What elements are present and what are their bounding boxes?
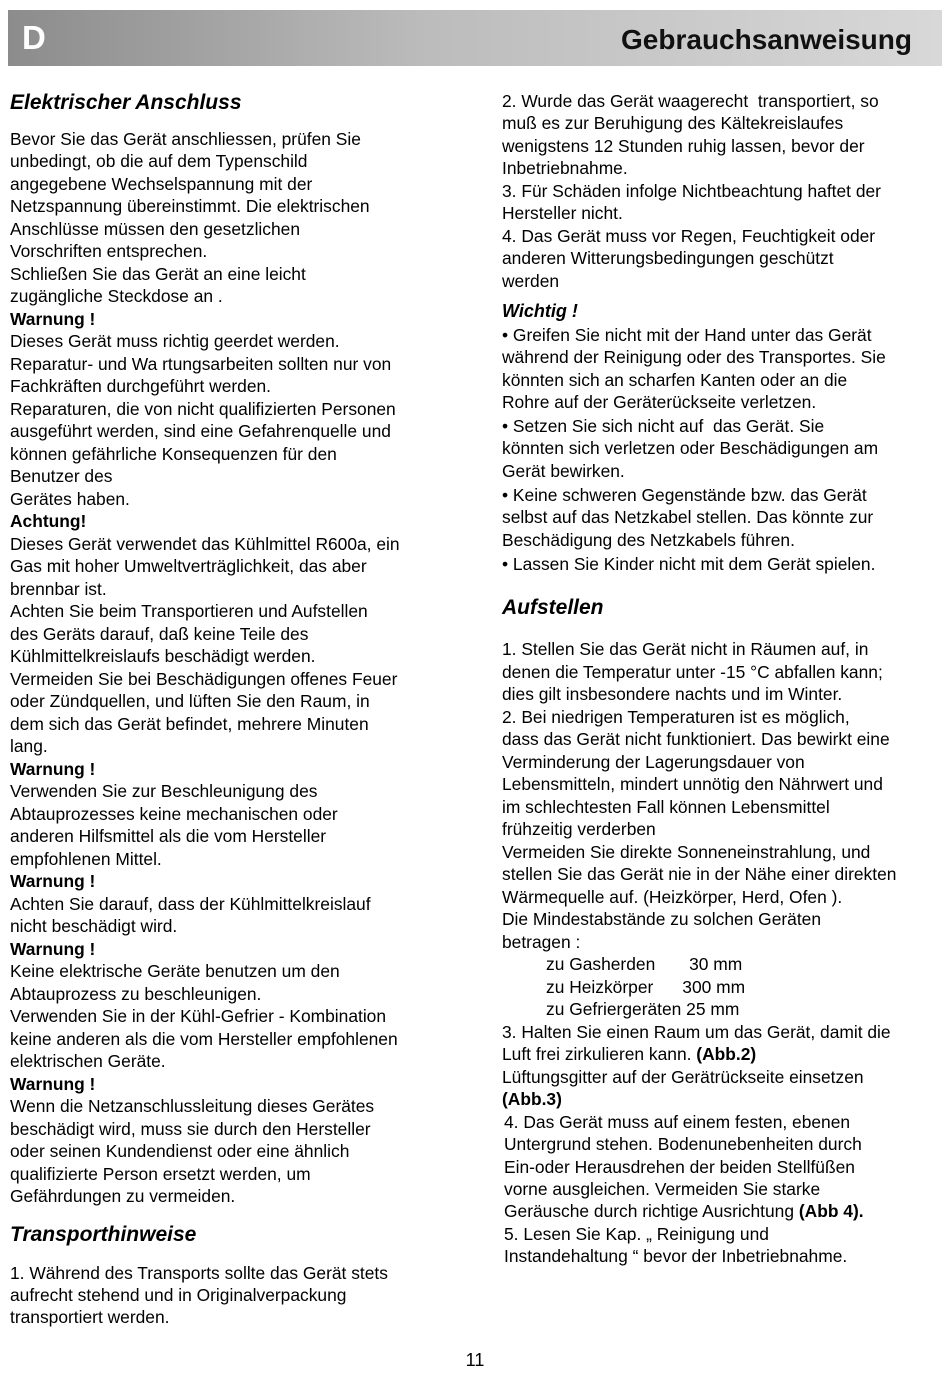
text-line: 5. Lesen Sie Kap. „ Reinigung und [504,1224,769,1244]
text-line: 4. Das Gerät muss vor Regen, Feuchtigkeit oder [502,226,876,246]
text-line: Instandehaltung “ bevor der Inbetriebnahme. [504,1246,848,1266]
text-line: oder seinen Kundendienst oder eine ähnlich [10,1141,350,1161]
text-line: beschädigt wird, muss sie durch den Hersteller [10,1119,371,1139]
section-heading-setup: Aufstellen [502,596,604,619]
section-heading-transport: Transporthinweise [10,1223,197,1246]
text-line: 2. Bei niedrigen Temperaturen ist es möglich, [502,707,850,727]
text-line: Hersteller nicht. [502,203,623,223]
text-line: 1. Stellen Sie das Gerät nicht in Räumen auf, in [502,639,869,659]
text-line: Keine elektrische Geräte benutzen um den [10,961,340,981]
text-line: Verminderung der Lagerungsdauer von [502,752,805,772]
text-line: elektrischen Geräte. [10,1051,166,1071]
text-line: transportiert werden. [10,1307,170,1327]
text-line: keine anderen als die vom Hersteller empfohlenen [10,1029,398,1049]
text-line: 4. Das Gerät muss auf einem festen, ebenen [504,1112,851,1132]
text-line: angegebene Wechselspannung mit der [10,174,313,194]
text-line: während der Reinigung oder des Transportes. Sie [502,347,886,367]
text-line: Vermeiden Sie bei Beschädigungen offenes Feuer [10,669,398,689]
text-line: empfohlenen Mittel. [10,849,162,869]
text-line: Reparatur- und Wa rtungsarbeiten sollten nur von [10,354,392,374]
distance-row: zu Heizkörper 300 mm [546,977,746,997]
text-line: Gerät bewirken. [502,461,625,481]
text-line: ausgeführt werden, sind eine Gefahrenquelle und [10,421,391,441]
text-line: werden [502,271,560,291]
text-line: Beschädigung des Netzkabels führen. [502,530,795,550]
bullet-line: • Lassen Sie Kinder nicht mit dem Gerät spielen. [502,554,876,574]
caution-label: Achtung! [10,511,87,531]
text-line: Kühlmittelkreislaufs beschädigt werden. [10,646,316,666]
text-line: qualifizierte Person ersetzt werden, um [10,1164,311,1184]
text-line: dem sich das Gerät befindet, mehrere Minuten [10,714,369,734]
text-line: Vorschriften entsprechen. [10,241,208,261]
figure-reference-abb4: (Abb 4). [798,1201,864,1221]
text-line: frühzeitig verderben [502,819,656,839]
warning-label: Warnung ! [10,939,96,959]
text-line: Gas mit hoher Umweltverträglichkeit, das aber [10,556,367,576]
text-line: vorne ausgleichen. Vermeiden Sie starke [504,1179,821,1199]
text-line: Lebensmitteln, mindert unnötig den Nährwert und [502,774,883,794]
figure-reference-abb3: (Abb.3) [502,1089,562,1109]
warning-label: Warnung ! [10,1074,96,1094]
text-line: Verwenden Sie zur Beschleunigung des [10,781,318,801]
text-line: Abtauprozesses keine mechanischen oder [10,804,338,824]
text-line: muß es zur Beruhigung des Kältekreislaufes [502,113,844,133]
text-line: 2. Wurde das Gerät waagerecht transportiert, so [502,91,879,111]
text-line: Achten Sie beim Transportieren und Aufstellen [10,601,368,621]
text-line: Ein-oder Herausdrehen der beiden Stellfüßen [504,1157,855,1177]
language-code: D [22,19,46,56]
text-line: Gefährdungen zu vermeiden. [10,1186,236,1206]
text-line: dass das Gerät nicht funktioniert. Das bewirkt eine [502,729,890,749]
distance-row: zu Gasherden 30 mm [546,954,743,974]
text-line: unbedingt, ob die auf dem Typenschild [10,151,308,171]
text-line: Dieses Gerät verwendet das Kühlmittel R600a, ein [10,534,400,554]
text-segment: Luft frei zirkulieren kann. [502,1044,697,1064]
text-line: Wärmequelle auf. (Heizkörper, Herd, Ofen ). [502,887,843,907]
text-line: anderen Hilfsmittel als die vom Hersteller [10,826,327,846]
manual-title: Gebrauchsanweisung [621,24,912,55]
page-number: 11 [465,1350,485,1370]
text-line [502,1043,756,1065]
text-line: brennbar ist. [10,579,107,599]
page-header [8,10,942,66]
text-line: 1. Während des Transports sollte das Gerät stets [10,1263,388,1283]
text-line: Inbetriebnahme. [502,158,628,178]
text-line: Verwenden Sie in der Kühl-Gefrier - Kombination [10,1006,387,1026]
text-line: Wenn die Netzanschlussleitung dieses Gerätes [10,1096,375,1116]
text-line: wenigstens 12 Stunden ruhig lassen, bevor der [502,136,865,156]
bullet-line: • Keine schweren Gegenstände bzw. das Gerät [502,485,867,505]
text-line [504,1200,864,1222]
text-line: Fachkräften durchgeführt werden. [10,376,272,396]
text-line: des Geräts darauf, daß keine Teile des [10,624,309,644]
text-line: selbst auf das Netzkabel stellen. Das könnte zur [502,507,874,527]
text-line: nicht beschädigt wird. [10,916,178,936]
section-heading-electrical: Elektrischer Anschluss [10,91,242,114]
text-line: könnten sich verletzen oder Beschädigungen am [502,438,879,458]
text-line: lang. [10,736,48,756]
bullet-line: • Greifen Sie nicht mit der Hand unter das Gerät [502,325,872,345]
text-line: im schlechtesten Fall können Lebensmittel [502,797,830,817]
text-line: denen die Temperatur unter -15 °C abfallen kann; [502,662,883,682]
bullet-line: • Setzen Sie sich nicht auf das Gerät. Sie [502,416,825,436]
text-segment: Geräusche durch richtige Ausrichtung [504,1201,799,1221]
text-line: Reparaturen, die von nicht qualifizierten Personen [10,399,396,419]
text-line: Untergrund stehen. Bodenunebenheiten durch [504,1134,862,1154]
text-line: Dieses Gerät muss richtig geerdet werden. [10,331,340,351]
text-line: Abtauprozess zu beschleunigen. [10,984,262,1004]
warning-label: Warnung ! [10,759,96,779]
text-line: stellen Sie das Gerät nie in der Nähe einer direkten [502,864,897,884]
text-line: Achten Sie darauf, dass der Kühlmittelkreislauf [10,894,371,914]
warning-label: Warnung ! [10,309,96,329]
text-line: Gerätes haben. [10,489,130,509]
text-line: 3. Für Schäden infolge Nichtbeachtung haftet der [502,181,881,201]
text-line: zugängliche Steckdose an . [10,286,223,306]
text-line: könnten sich an scharfen Kanten oder an die [502,370,848,390]
text-line: können gefährliche Konsequenzen für den [10,444,337,464]
text-line: Lüftungsgitter auf der Gerätrückseite einsetzen [502,1067,864,1087]
text-line: Bevor Sie das Gerät anschliessen, prüfen Sie [10,129,361,149]
text-line: Netzspannung übereinstimmt. Die elektrischen [10,196,370,216]
text-line: Benutzer des [10,466,113,486]
text-line: dies gilt insbesondere nachts und im Winter. [502,684,843,704]
text-line: 3. Halten Sie einen Raum um das Gerät, damit die [502,1022,891,1042]
important-heading: Wichtig ! [502,301,578,321]
text-line: aufrecht stehend und in Originalverpackung [10,1285,347,1305]
text-line: Rohre auf der Geräterückseite verletzen. [502,392,817,412]
text-line: anderen Witterungsbedingungen geschützt [502,248,834,268]
text-line: Anschlüsse müssen den gesetzlichen [10,219,301,239]
text-line: betragen : [502,932,581,952]
warning-label: Warnung ! [10,871,96,891]
text-line: Die Mindestabstände zu solchen Geräten [502,909,822,929]
text-line: Vermeiden Sie direkte Sonneneinstrahlung, und [502,842,871,862]
figure-reference-abb2: (Abb.2) [696,1044,757,1064]
text-line: Schließen Sie das Gerät an eine leicht [10,264,306,284]
distance-row: zu Gefriergeräten 25 mm [546,999,740,1019]
text-line: oder Zündquellen, und lüften Sie den Raum, in [10,691,370,711]
